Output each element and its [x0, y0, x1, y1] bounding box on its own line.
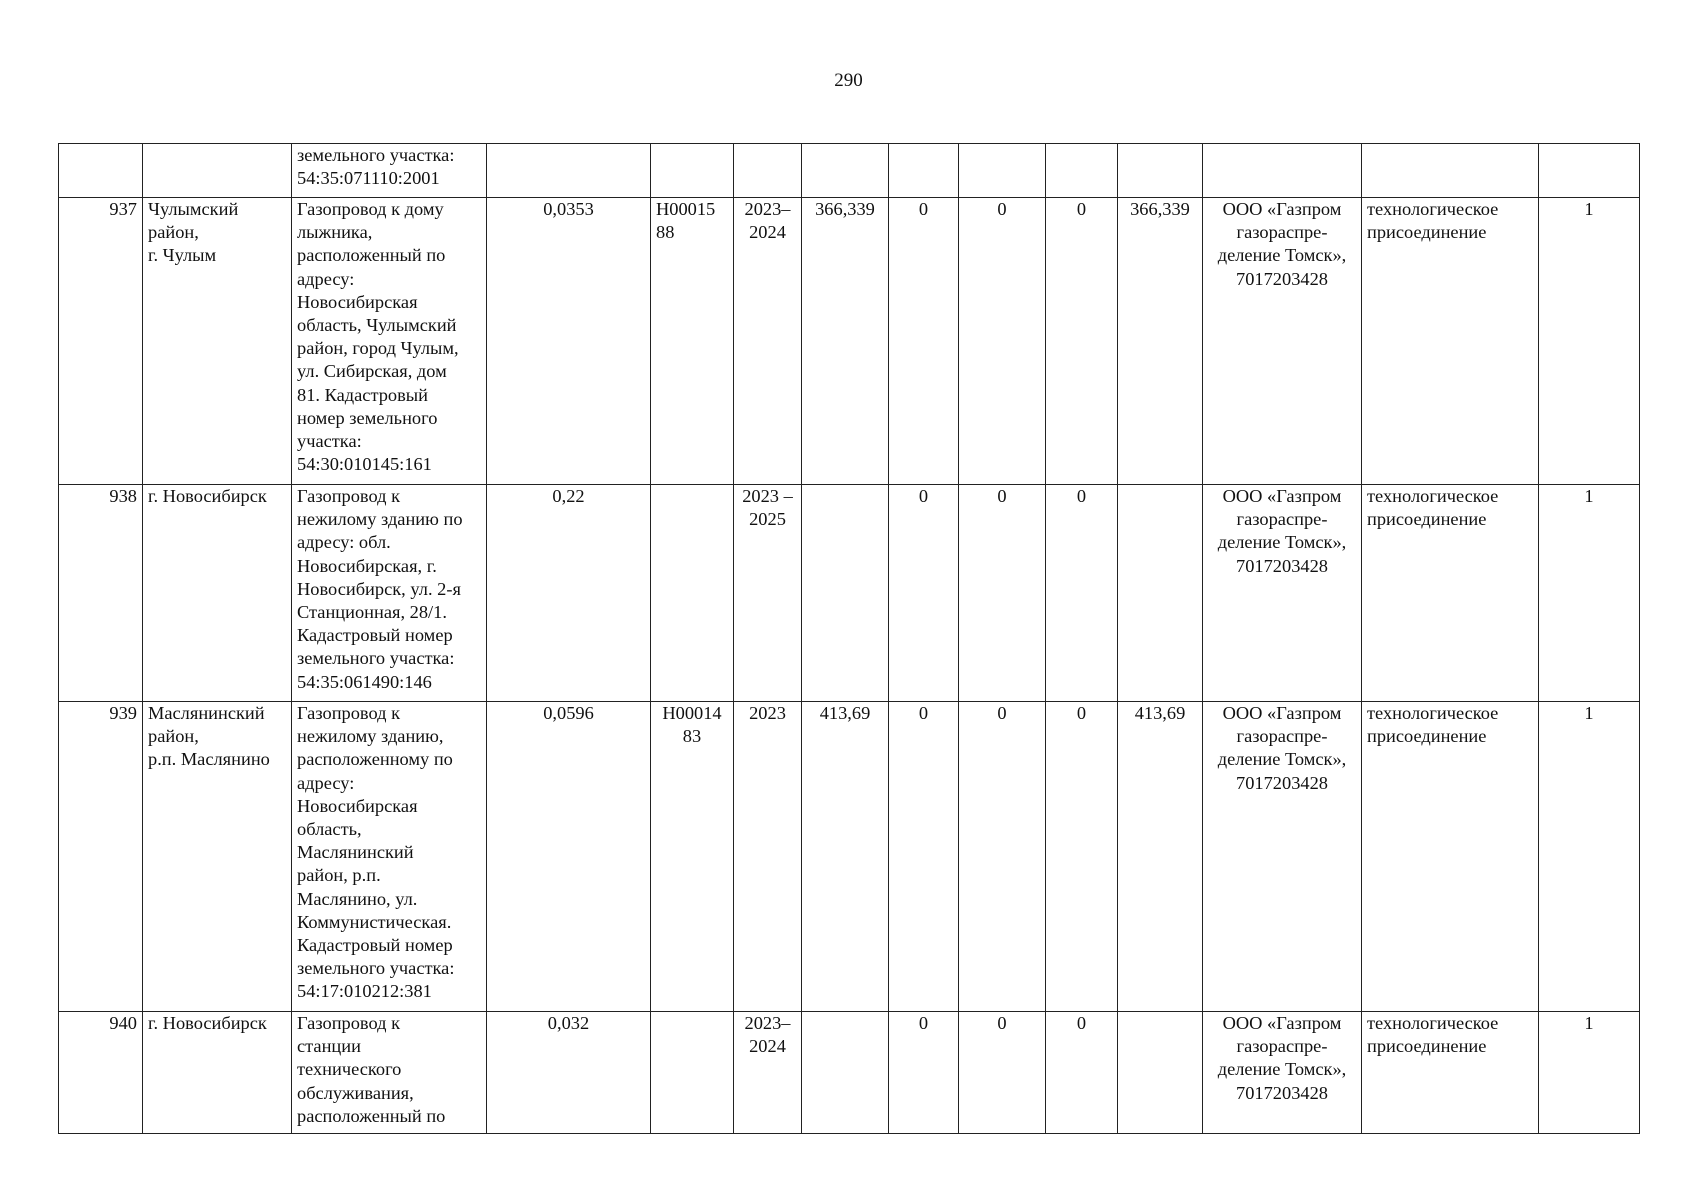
- table-row: [59, 1012, 1640, 1134]
- cell-num: 939: [59, 702, 143, 1012]
- cell-v1: 0: [889, 485, 959, 702]
- cell-v3: 0: [1046, 485, 1118, 702]
- cell-purpose: [1362, 144, 1539, 198]
- cell-total: [802, 485, 889, 702]
- cell-length: 0,0353: [487, 198, 651, 485]
- cell-length: [487, 144, 651, 198]
- cell-location: Чулымский район, г. Чулым: [143, 198, 292, 485]
- cell-count: 1: [1539, 702, 1640, 1012]
- cell-org: ООО «Газпром газораспре- деление Томск», 7017203428: [1203, 485, 1362, 702]
- cell-org: ООО «Газпром газораспре- деление Томск», 7017203428: [1203, 198, 1362, 485]
- cell-org: ООО «Газпром газораспре- деление Томск», 7017203428: [1203, 702, 1362, 1012]
- cell-v2: 0: [959, 1012, 1046, 1134]
- cell-v2: 0: [959, 485, 1046, 702]
- cell-v1: 0: [889, 1012, 959, 1134]
- cell-v4: [1118, 144, 1203, 198]
- cell-count: 1: [1539, 198, 1640, 485]
- cell-count: [1539, 144, 1640, 198]
- cell-code: [651, 144, 734, 198]
- cell-v3: [1046, 144, 1118, 198]
- table-row: [59, 485, 1640, 702]
- cell-total: [802, 1012, 889, 1134]
- cell-code: [651, 1012, 734, 1134]
- cell-v3: 0: [1046, 198, 1118, 485]
- cell-v2: 0: [959, 198, 1046, 485]
- cell-period: 2023 – 2025: [734, 485, 802, 702]
- page-number: 290: [834, 70, 863, 91]
- cell-length: 0,22: [487, 485, 651, 702]
- cell-purpose: технологическое присоединение: [1362, 1012, 1539, 1134]
- cell-code: [651, 485, 734, 702]
- cell-v2: [959, 144, 1046, 198]
- cell-description: Газопровод к станции технического обслуживания, расположенный по: [292, 1012, 487, 1134]
- cell-total: 413,69: [802, 702, 889, 1012]
- cell-period: 2023– 2024: [734, 1012, 802, 1134]
- cell-v4: 366,339: [1118, 198, 1203, 485]
- table-row: [59, 702, 1640, 1012]
- cell-period: 2023: [734, 702, 802, 1012]
- cell-purpose: технологическое присоединение: [1362, 702, 1539, 1012]
- cell-location: [143, 144, 292, 198]
- cell-period: 2023– 2024: [734, 198, 802, 485]
- register-table: [58, 143, 1640, 1134]
- cell-count: 1: [1539, 485, 1640, 702]
- cell-org: [1203, 144, 1362, 198]
- table-row: [59, 198, 1640, 485]
- cell-total: 366,339: [802, 198, 889, 485]
- cell-num: 938: [59, 485, 143, 702]
- cell-v1: 0: [889, 198, 959, 485]
- cell-v1: [889, 144, 959, 198]
- cell-description: Газопровод к нежилому зданию по адресу: обл. Новосибирская, г. Новосибирск, ул. 2-я Станционная, 28/1. Кадастровый номер земельного участка: 54:35:061490:146: [292, 485, 487, 702]
- cell-count: 1: [1539, 1012, 1640, 1134]
- cell-code: Н00015 88: [651, 198, 734, 485]
- cell-v3: 0: [1046, 702, 1118, 1012]
- cell-v2: 0: [959, 702, 1046, 1012]
- cell-length: 0,032: [487, 1012, 651, 1134]
- table-row-continuation: [59, 144, 1640, 198]
- cell-num: [59, 144, 143, 198]
- cell-description: Газопровод к дому лыжника, расположенный по адресу: Новосибирская область, Чулымский район, город Чулым, ул. Сибирская, дом 81. Кадастровый номер земельного участка: 54:30:010145:161: [292, 198, 487, 485]
- cell-description: Газопровод к нежилому зданию, расположенному по адресу: Новосибирская область, Маслянинский район, р.п. Маслянино, ул. Коммунистическая. Кадастровый номер земельного участка: 54:17:010212:381: [292, 702, 487, 1012]
- cell-period: [734, 144, 802, 198]
- cell-v1: 0: [889, 702, 959, 1012]
- cell-description: земельного участка: 54:35:071110:2001: [292, 144, 487, 198]
- cell-v4: [1118, 1012, 1203, 1134]
- cell-num: 937: [59, 198, 143, 485]
- cell-location: Маслянинский район, р.п. Маслянино: [143, 702, 292, 1012]
- cell-location: г. Новосибирск: [143, 1012, 292, 1134]
- cell-v4: [1118, 485, 1203, 702]
- cell-total: [802, 144, 889, 198]
- cell-purpose: технологическое присоединение: [1362, 485, 1539, 702]
- cell-v4: 413,69: [1118, 702, 1203, 1012]
- cell-org: ООО «Газпром газораспре- деление Томск», 7017203428: [1203, 1012, 1362, 1134]
- cell-length: 0,0596: [487, 702, 651, 1012]
- cell-purpose: технологическое присоединение: [1362, 198, 1539, 485]
- cell-v3: 0: [1046, 1012, 1118, 1134]
- cell-location: г. Новосибирск: [143, 485, 292, 702]
- cell-num: 940: [59, 1012, 143, 1134]
- cell-code: Н00014 83: [651, 702, 734, 1012]
